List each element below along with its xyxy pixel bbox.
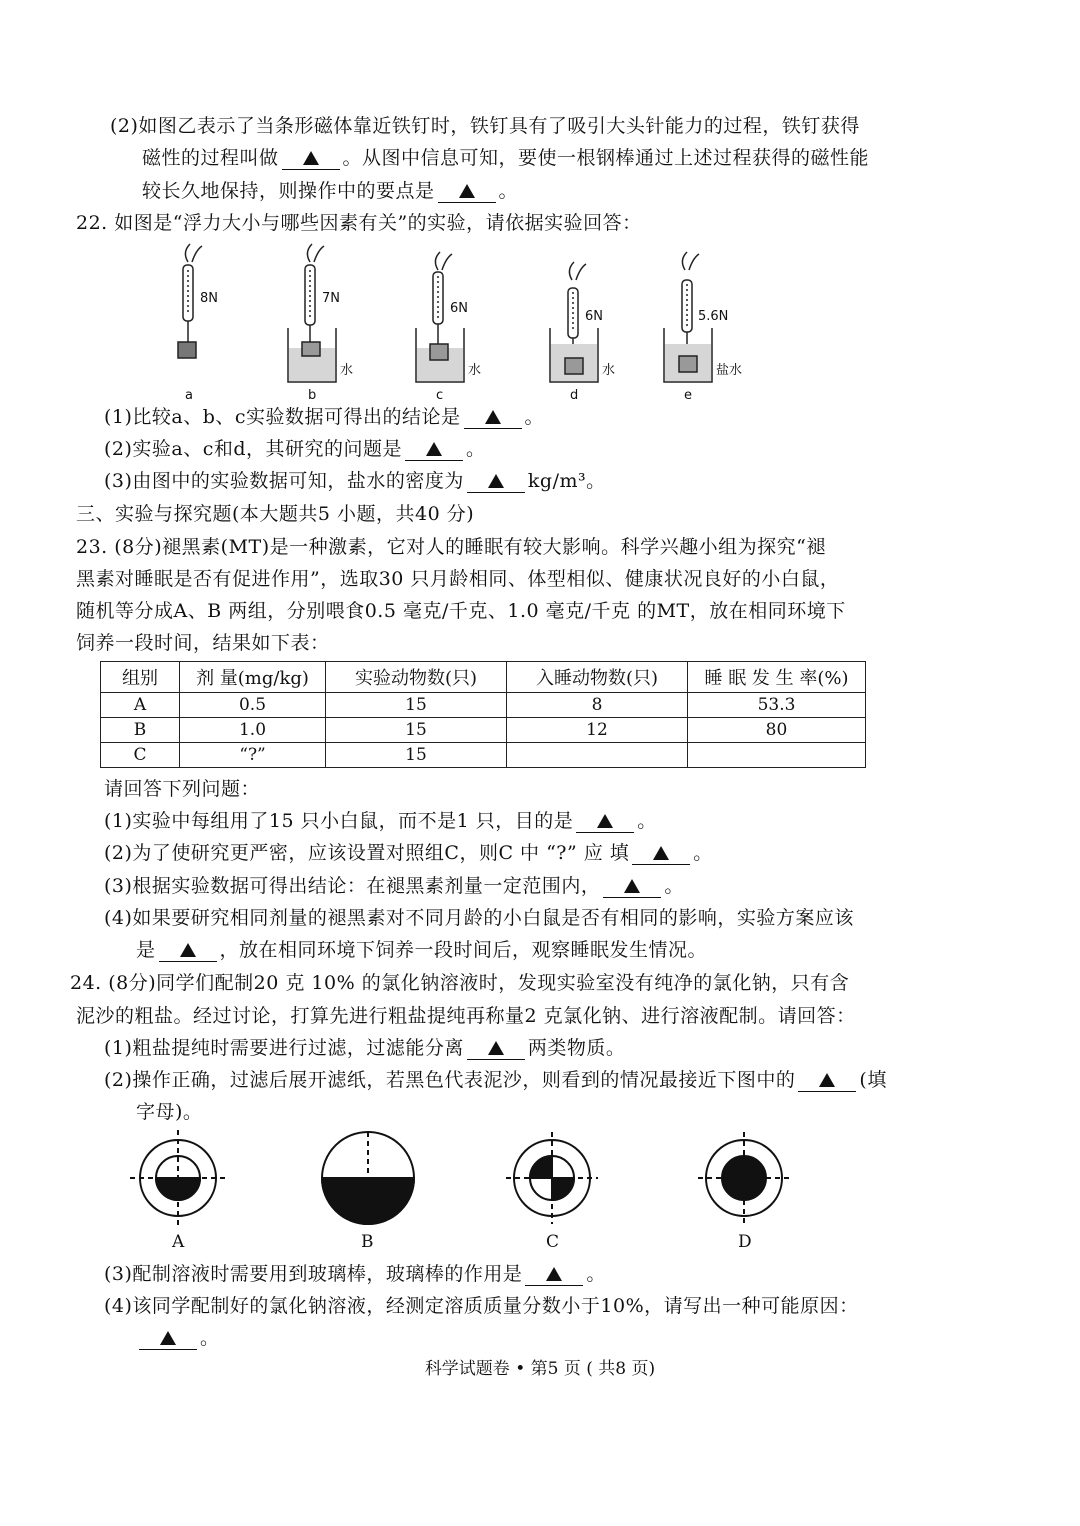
table-cell: 15 bbox=[326, 743, 507, 768]
triangle-icon bbox=[819, 1073, 835, 1087]
filter-paper-c bbox=[506, 1132, 598, 1224]
label-d: d bbox=[570, 388, 579, 402]
table-cell: 15 bbox=[326, 718, 507, 743]
q23-line4: 饲养一段时间，结果如下表： bbox=[76, 632, 330, 654]
q23-sub1: (1)实验中每组用了15 只小白鼠，而不是1 只，目的是 。 bbox=[104, 810, 657, 832]
q24-line1: 24. (8分)同学们配制20 克 10% 的氯化钠溶液时，发现实验室没有纯净的氯化钠，只有含 bbox=[70, 972, 850, 994]
q24-sub3: (3)配制溶液时需要用到玻璃棒，玻璃棒的作用是 。 bbox=[104, 1263, 606, 1285]
answer-blank[interactable] bbox=[438, 180, 496, 203]
label-e: e bbox=[684, 388, 692, 402]
q24-sub1: (1)粗盐提纯时需要进行过滤，过滤能分离 两类物质。 bbox=[104, 1037, 626, 1059]
reading-b: 7N bbox=[322, 291, 340, 306]
label-b: b bbox=[308, 388, 317, 402]
reading-e: 5.6N bbox=[698, 309, 729, 324]
answer-blank[interactable] bbox=[159, 939, 217, 962]
table-cell: 53.3 bbox=[688, 693, 866, 718]
triangle-icon bbox=[488, 474, 504, 488]
triangle-icon bbox=[624, 879, 640, 893]
q22-sub1: (1)比较a、b、c实验数据可得出的结论是 。 bbox=[104, 406, 545, 428]
q23-sub3: (3)根据实验数据可得出结论：在褪黑素剂量一定范围内， 。 bbox=[104, 875, 684, 897]
reading-c: 6N bbox=[450, 301, 468, 316]
answer-blank[interactable] bbox=[139, 1327, 197, 1350]
q24-sub4-line2: 。 bbox=[136, 1325, 220, 1351]
reading-a: 8N bbox=[200, 291, 218, 306]
option-c-label: C bbox=[546, 1232, 560, 1252]
q23-line2: 黑素对睡眠是否有促进作用”，选取30 只月龄相同、体型相似、健康状况良好的小白鼠， bbox=[76, 568, 840, 590]
label-a: a bbox=[185, 388, 193, 402]
table-cell: C bbox=[101, 743, 180, 768]
table-cell bbox=[507, 743, 688, 768]
table-header-cell: 剂 量(mg/kg) bbox=[180, 662, 326, 693]
triangle-icon bbox=[426, 442, 442, 456]
filter-paper-b bbox=[322, 1132, 414, 1224]
table-cell bbox=[688, 743, 866, 768]
mt-data-table bbox=[100, 661, 866, 768]
table-cell: 1.0 bbox=[180, 718, 326, 743]
table-cell: 80 bbox=[688, 718, 866, 743]
triangle-icon bbox=[485, 410, 501, 424]
triangle-icon bbox=[653, 846, 669, 860]
q21-2-line1: (2)如图乙表示了当条形磁体靠近铁钉时，铁钉具有了吸引大头针能力的过程，铁钉获得 bbox=[110, 115, 860, 137]
liquid-b: 水 bbox=[340, 363, 354, 378]
table-header-cell: 组别 bbox=[101, 662, 180, 693]
table-cell: 8 bbox=[507, 693, 688, 718]
spring-scale-b bbox=[288, 244, 336, 382]
option-d-label: D bbox=[738, 1232, 752, 1252]
liquid-e: 盐水 bbox=[716, 363, 743, 378]
answer-blank[interactable] bbox=[467, 470, 525, 493]
label-c: c bbox=[436, 388, 444, 402]
table-row bbox=[101, 718, 866, 743]
table-row bbox=[101, 693, 866, 718]
q21-2-line3: 较长久地保持，则操作中的要点是 。 bbox=[142, 180, 519, 202]
answer-blank[interactable] bbox=[603, 875, 661, 898]
answer-blank[interactable] bbox=[525, 1263, 583, 1286]
q21-2-line2: 磁性的过程叫做 。从图中信息可知，要使一根钢棒通过上述过程获得的磁性能 bbox=[142, 147, 870, 169]
q22-sub3: (3)由图中的实验数据可知，盐水的密度为 kg/m³。 bbox=[104, 470, 606, 492]
q24-line2: 泥沙的粗盐。经过讨论，打算先进行粗盐提纯再称量2 克氯化钠、进行溶液配制。请回答： bbox=[76, 1005, 856, 1027]
filter-paper-figures bbox=[130, 1130, 810, 1260]
q23-prompt: 请回答下列问题： bbox=[104, 778, 261, 800]
spring-scale-a bbox=[178, 244, 202, 358]
q23-sub4-line1: (4)如果要研究相同剂量的褪黑素对不同月龄的小白鼠是否有相同的影响，实验方案应该 bbox=[104, 907, 854, 929]
answer-blank[interactable] bbox=[464, 406, 522, 429]
liquid-d: 水 bbox=[602, 363, 616, 378]
q24-sub4-line1: (4)该同学配制好的氯化钠溶液，经测定溶质质量分数小于10%，请写出一种可能原因： bbox=[104, 1295, 859, 1317]
q23-sub2: (2)为了使研究更严密，应该设置对照组C，则C 中 “?” 应 填 。 bbox=[104, 842, 713, 864]
option-a-label: A bbox=[172, 1232, 185, 1252]
table-cell: 0.5 bbox=[180, 693, 326, 718]
triangle-icon bbox=[488, 1041, 504, 1055]
section-3-heading: 三、实验与探究题(本大题共5 小题，共40 分) bbox=[76, 503, 475, 525]
triangle-icon bbox=[160, 1331, 176, 1345]
q23-line3: 随机等分成A、B 两组，分别喂食0.5 毫克/千克、1.0 毫克/千克 的MT，放在相同环境下 bbox=[76, 600, 846, 622]
table-header-cell: 睡 眠 发 生 率(%) bbox=[688, 662, 866, 693]
table-cell: A bbox=[101, 693, 180, 718]
triangle-icon bbox=[546, 1267, 562, 1281]
triangle-icon bbox=[459, 184, 475, 198]
triangle-icon bbox=[303, 151, 319, 165]
spring-scale-c bbox=[416, 252, 464, 382]
q22-sub2: (2)实验a、c和d，其研究的问题是 。 bbox=[104, 438, 486, 460]
q23-sub4-line2: 是 ，放在相同环境下饲养一段时间后，观察睡眠发生情况。 bbox=[136, 939, 708, 961]
buoyancy-experiment-figure bbox=[160, 240, 760, 402]
table-cell: 15 bbox=[326, 693, 507, 718]
reading-d: 6N bbox=[585, 309, 603, 324]
q24-sub2-line2: 字母)。 bbox=[136, 1101, 203, 1123]
table-cell: 12 bbox=[507, 718, 688, 743]
page-footer: 科学试题卷 • 第5 页 ( 共8 页) bbox=[424, 1359, 656, 1379]
table-cell: “?” bbox=[180, 743, 326, 768]
filter-paper-a bbox=[130, 1130, 226, 1226]
answer-blank[interactable] bbox=[467, 1037, 525, 1060]
answer-blank[interactable] bbox=[798, 1069, 856, 1092]
triangle-icon bbox=[180, 943, 196, 957]
q23-line1: 23. (8分)褪黑素(MT)是一种激素，它对人的睡眠有较大影响。科学兴趣小组为探究“褪 bbox=[76, 536, 826, 558]
table-header-cell: 入睡动物数(只) bbox=[507, 662, 688, 693]
q24-sub2-line1: (2)操作正确，过滤后展开滤纸，若黑色代表泥沙，则看到的情况最接近下图中的 (填 bbox=[104, 1069, 887, 1091]
table-cell: B bbox=[101, 718, 180, 743]
answer-blank[interactable] bbox=[576, 810, 634, 833]
table-header-row bbox=[101, 662, 866, 693]
table-row bbox=[101, 743, 866, 768]
answer-blank[interactable] bbox=[282, 147, 340, 170]
option-b-label: B bbox=[361, 1232, 374, 1252]
triangle-icon bbox=[597, 814, 613, 828]
answer-blank[interactable] bbox=[405, 438, 463, 461]
answer-blank[interactable] bbox=[632, 842, 690, 865]
table-header-cell: 实验动物数(只) bbox=[326, 662, 507, 693]
q22-title: 22. 如图是“浮力大小与哪些因素有关”的实验，请依据实验回答： bbox=[76, 212, 642, 234]
liquid-c: 水 bbox=[468, 363, 482, 378]
filter-paper-d bbox=[698, 1132, 790, 1224]
